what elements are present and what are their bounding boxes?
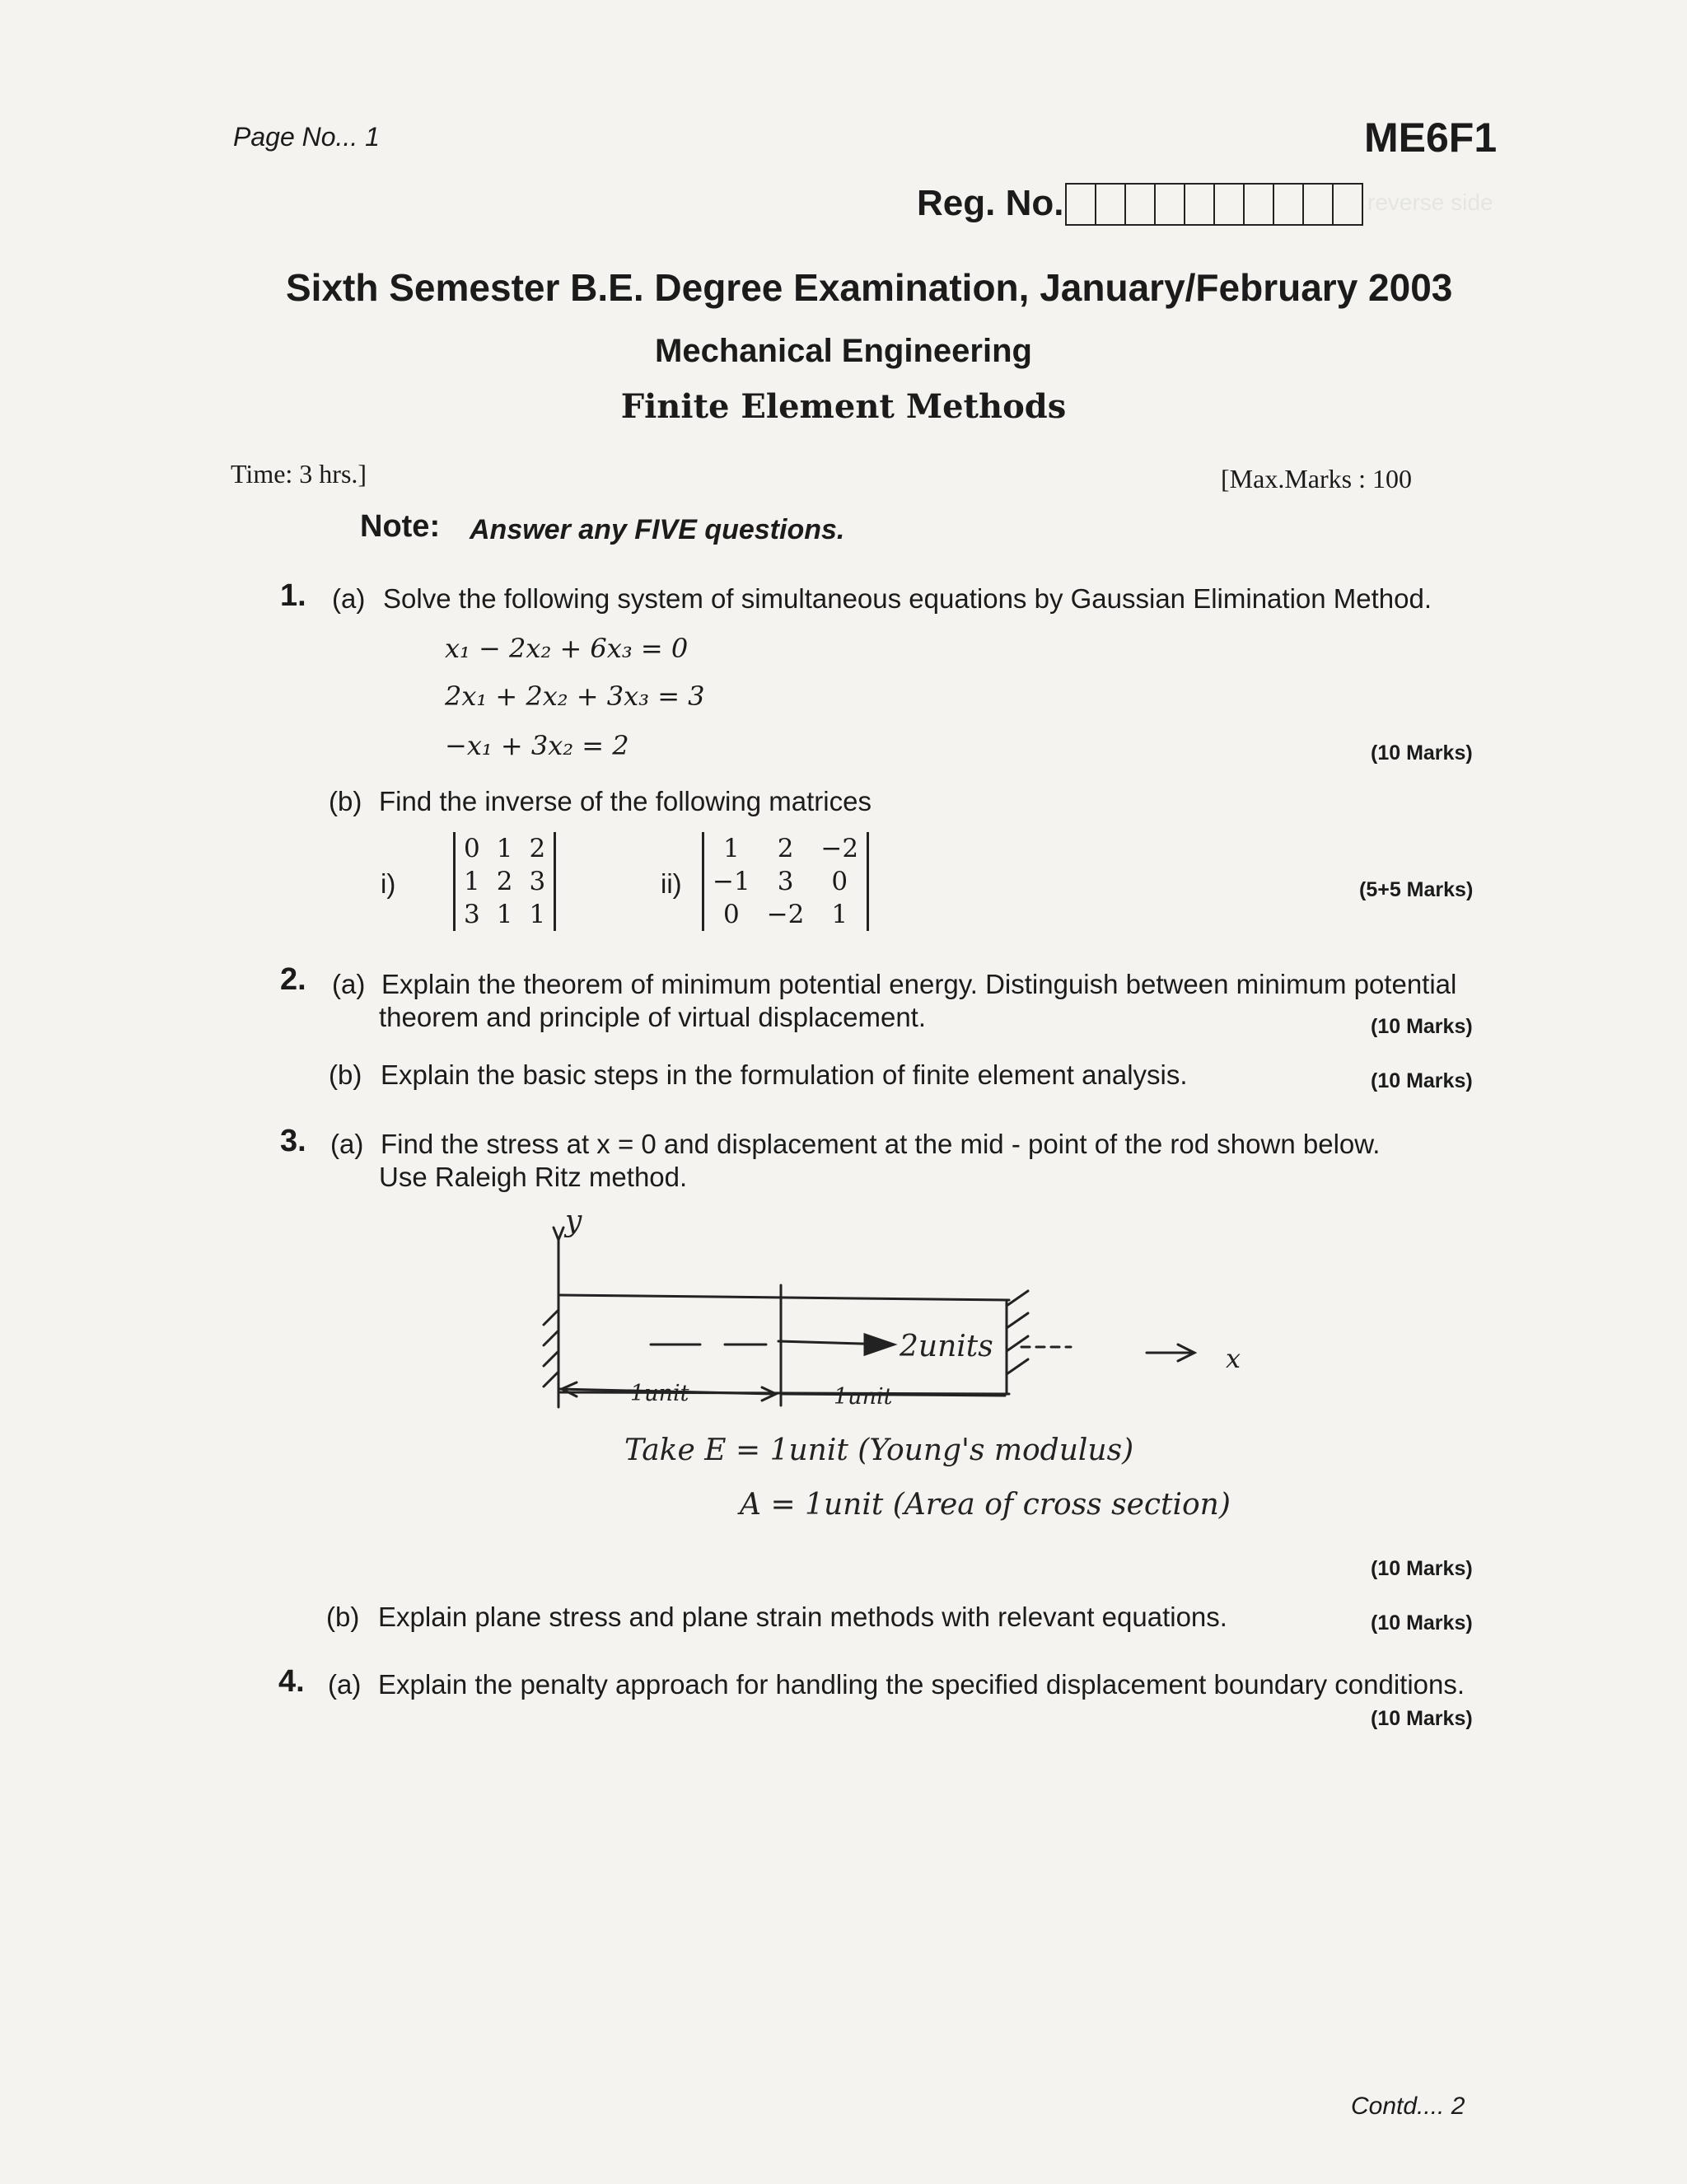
continued-note: Contd.... 2 — [1351, 2093, 1465, 2120]
youngs-modulus-note: Take E = 1unit (Young's modulus) — [624, 1433, 1134, 1467]
q1-equation-2: 2x₁ + 2x₂ + 3x₃ = 3 — [445, 680, 705, 712]
matrix-cell: 0 — [464, 834, 480, 863]
hatch — [1007, 1291, 1028, 1306]
y-axis-arrow — [558, 1228, 563, 1240]
q3-number: 3. — [280, 1124, 306, 1158]
dimension-line — [783, 1394, 1005, 1396]
reg-no-label: Reg. No. — [917, 183, 1064, 223]
matrix-cell: 1 — [464, 867, 480, 896]
matrix-1-label: i) — [381, 868, 396, 899]
q4-number: 4. — [278, 1664, 305, 1699]
q2-number: 2. — [280, 962, 306, 997]
hatch — [544, 1351, 558, 1366]
matrix-cell: 2 — [777, 834, 794, 863]
y-axis-arrow — [554, 1228, 558, 1240]
note-text: Answer any FIVE questions. — [470, 514, 845, 545]
q2a-marks: (10 Marks) — [1371, 1015, 1473, 1038]
load-arrowhead — [865, 1335, 894, 1354]
matrix-cell: 0 — [831, 867, 848, 896]
area-note: A = 1unit (Area of cross section) — [740, 1488, 1231, 1522]
matrix-cell: 1 — [831, 900, 848, 929]
q1-equation-3: −x₁ + 3x₂ = 2 — [445, 730, 629, 761]
q1a-label: (a) — [332, 583, 366, 614]
paper-code: ME6F1 — [1364, 115, 1498, 161]
exam-title: Sixth Semester B.E. Degree Examination, January/February 2003 — [286, 266, 1453, 309]
q3b-marks: (10 Marks) — [1371, 1611, 1473, 1634]
subject: Finite Element Methods — [620, 387, 1067, 426]
matrix-cell: 2 — [496, 867, 513, 896]
matrix-cell: 1 — [722, 834, 740, 863]
matrix-cell: −1 — [713, 867, 750, 896]
note-label: Note: — [360, 509, 441, 544]
matrix-cell: −2 — [766, 900, 805, 929]
q1a-text: Solve the following system of simultaneous equations by Gaussian Elimination Method. — [383, 583, 1432, 614]
q1b-marks: (5+5 Marks) — [1359, 878, 1474, 901]
matrix-2-label: ii) — [661, 868, 682, 899]
hatch — [1007, 1336, 1028, 1351]
q1b-label: (b) — [329, 786, 362, 816]
x-axis-label: x — [1226, 1343, 1241, 1374]
q1-number: 1. — [280, 578, 306, 613]
matrix-cell: 1 — [496, 834, 513, 863]
q4a-label: (a) — [328, 1669, 362, 1700]
matrix-cell: 2 — [529, 834, 546, 863]
max-marks: [Max.Marks : 100 — [1221, 464, 1412, 493]
hatch — [1007, 1313, 1028, 1328]
hatch — [544, 1331, 558, 1345]
q4a-marks: (10 Marks) — [1371, 1707, 1473, 1730]
matrix-cell: 3 — [777, 867, 794, 896]
q3b-text: Explain plane stress and plane strain methods with relevant equations. — [378, 1602, 1227, 1632]
q3b-label: (b) — [326, 1602, 360, 1632]
y-axis-label: y — [565, 1204, 582, 1238]
bleed-through-text: reverse side — [1367, 189, 1493, 215]
q3a-text-line2: Use Raleigh Ritz method. — [379, 1162, 688, 1192]
load-label: 2units — [900, 1330, 993, 1363]
q3a-label: (a) — [330, 1129, 364, 1159]
q2a-text-line1: Explain the theorem of minimum potential energy. Distinguish between minimum potential — [381, 969, 1457, 999]
q1b-text: Find the inverse of the following matrices — [379, 786, 872, 816]
q3a-marks: (10 Marks) — [1371, 1557, 1473, 1580]
matrix-cell: −2 — [820, 834, 859, 863]
q2a-text-line2: theorem and principle of virtual displacement. — [379, 1002, 927, 1032]
length-label-2: 1unit — [834, 1384, 893, 1410]
time-allowed: Time: 3 hrs.] — [231, 459, 367, 489]
page-number: Page No... 1 — [233, 122, 380, 152]
q2b-text: Explain the basic steps in the formulation of finite element analysis. — [381, 1059, 1188, 1090]
department: Mechanical Engineering — [655, 333, 1032, 369]
q1a-marks: (10 Marks) — [1371, 741, 1473, 765]
hatch — [544, 1372, 558, 1387]
hatch — [1007, 1359, 1028, 1374]
matrix-cell: 3 — [529, 867, 546, 896]
matrix-cell: 1 — [529, 900, 546, 929]
rod-top-edge — [560, 1295, 1009, 1300]
length-label-1: 1unit — [630, 1381, 689, 1406]
q4a-text: Explain the penalty approach for handling the specified displacement boundary conditions. — [378, 1669, 1465, 1700]
matrix-cell: 1 — [496, 900, 513, 929]
q2a-label: (a) — [332, 969, 366, 999]
matrix-cell: 0 — [722, 900, 740, 929]
hatch — [544, 1310, 558, 1325]
q2b-label: (b) — [329, 1059, 362, 1090]
q1-equation-1: x₁ − 2x₂ + 6x₃ = 0 — [445, 633, 689, 664]
q2b-marks: (10 Marks) — [1371, 1069, 1473, 1092]
q3a-text-line1: Find the stress at x = 0 and displacement at the mid - point of the rod shown below. — [381, 1129, 1381, 1159]
matrix-cell: 3 — [464, 900, 480, 929]
